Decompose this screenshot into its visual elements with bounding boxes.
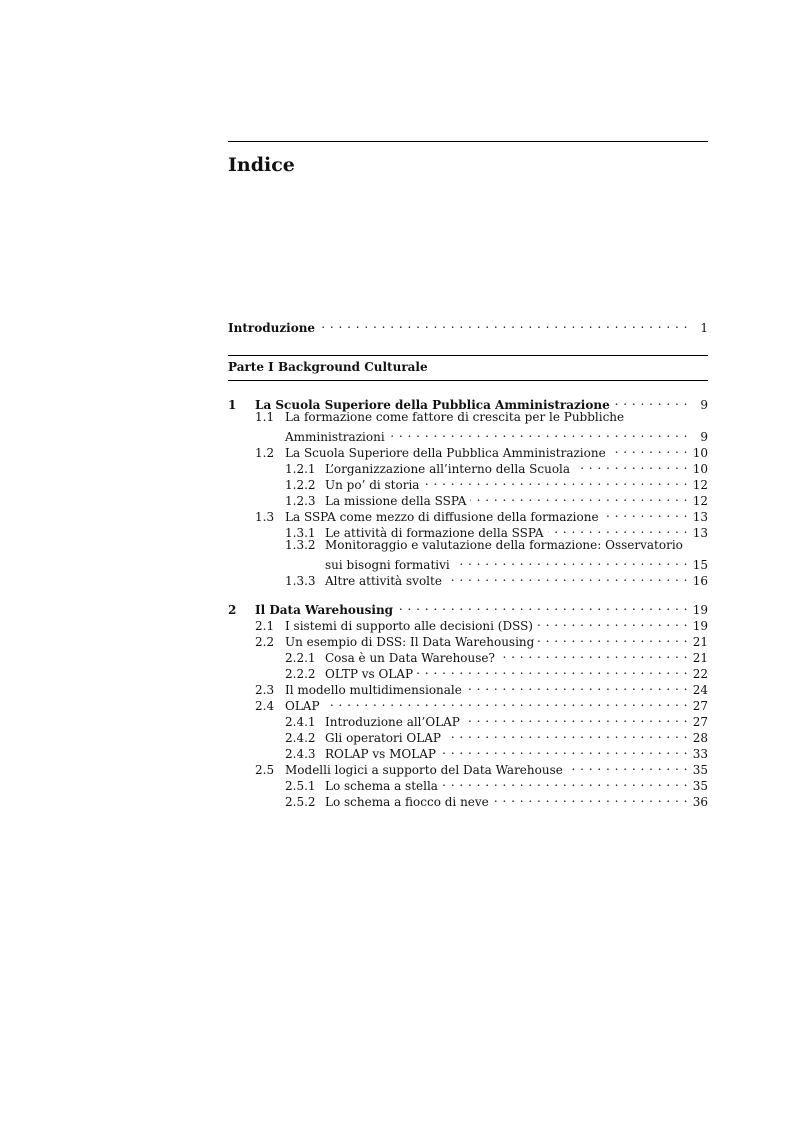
toc-subsection-2-4-1[interactable]	[228, 710, 708, 729]
toc-section-2-2[interactable]	[228, 630, 708, 649]
toc-section-1-2[interactable]	[228, 441, 708, 460]
leader-dots	[440, 742, 688, 758]
part-rule-bottom	[228, 380, 708, 381]
toc-entry-page: 24	[692, 683, 708, 697]
toc-entry-number: 1.3.1	[285, 526, 316, 540]
toc-entry-title: La missione della SSPA	[325, 494, 467, 508]
leader-dots	[493, 790, 688, 806]
toc-entry-number: 2.3	[255, 683, 275, 697]
leader-dots	[446, 569, 688, 585]
top-rule	[228, 141, 708, 142]
toc-entry-title: La formazione come fattore di crescita per le Pubbliche	[285, 410, 625, 424]
toc-entry-page: 1	[700, 321, 708, 335]
toc-entry-title-cont: Amministrazioni	[285, 430, 385, 444]
leader-dots	[470, 489, 688, 505]
toc-entry-title: Introduzione all’OLAP	[325, 715, 460, 729]
toc-entry-page: 21	[692, 651, 708, 665]
toc-entry-title: OLTP vs OLAP	[325, 667, 414, 681]
toc-entry-number: 1.2	[255, 446, 275, 460]
toc-entry-title: La Scuola Superiore della Pubblica Amministrazione	[285, 446, 606, 460]
toc-entry-page: 36	[692, 795, 708, 809]
toc-entry-number: 1.2.3	[285, 494, 316, 508]
toc-entry-number: 2.2.1	[285, 651, 316, 665]
toc-subsection-2-5-1[interactable]	[228, 774, 708, 793]
toc-entry-title: L’organizzazione all’interno della Scuola	[325, 462, 571, 476]
leader-dots	[319, 316, 688, 332]
toc-chapter-2[interactable]	[228, 598, 708, 617]
toc-section-2-5[interactable]	[228, 758, 708, 777]
toc-entry-title-cont: sui bisogni formativi	[325, 558, 450, 572]
toc-entry-page: 28	[692, 731, 708, 745]
toc-entry-page: 13	[692, 510, 708, 524]
toc-entry-number: 2.5	[255, 763, 275, 777]
toc-section-1-1[interactable]	[228, 409, 708, 425]
toc-subsection-1-2-1[interactable]	[228, 457, 708, 476]
leader-dots	[603, 505, 688, 521]
toc-entry-number: 2.2.2	[285, 667, 316, 681]
leader-dots	[548, 521, 688, 537]
toc-subsection-1-3-1[interactable]	[228, 521, 708, 540]
leader-dots	[610, 441, 688, 457]
toc-entry-number: 2.1	[255, 619, 275, 633]
part-rule-top	[228, 355, 708, 356]
toc-entry-title: Modelli logici a supporto del Data Warehouse	[285, 763, 563, 777]
page-title: Indice	[228, 154, 295, 176]
toc-entry-page: 19	[692, 603, 708, 617]
toc-entry-page: 16	[692, 574, 708, 588]
toc-entry-title: Monitoraggio e valutazione della formazione: Osservatorio	[325, 538, 683, 552]
toc-entry-page: 15	[692, 558, 708, 572]
toc-entry-title: Introduzione	[228, 321, 316, 335]
toc-subsection-2-2-1[interactable]	[228, 646, 708, 665]
toc-entry-page: 12	[692, 478, 708, 492]
toc-entry-number: 1.2.1	[285, 462, 316, 476]
leader-dots	[389, 425, 688, 441]
toc-entry-page: 35	[692, 779, 708, 793]
toc-entry-title: La SSPA come mezzo di diffusione della formazione	[285, 510, 599, 524]
leader-dots	[574, 457, 688, 473]
toc-entry-number: 1.3.3	[285, 574, 316, 588]
leader-dots	[614, 393, 688, 409]
toc-subsection-1-3-2[interactable]	[228, 537, 708, 553]
toc-entry-title: Le attività di formazione della SSPA	[325, 526, 544, 540]
toc-entry-number: 2.4.3	[285, 747, 316, 761]
toc-entry-title: Cosa è un Data Warehouse?	[325, 651, 495, 665]
toc-entry-page: 21	[692, 635, 708, 649]
toc-entry-page: 9	[700, 430, 708, 444]
toc-entry-number: 2.4.1	[285, 715, 316, 729]
toc-subsection-1-2-3[interactable]	[228, 489, 708, 508]
toc-entry-title: OLAP	[285, 699, 320, 713]
toc-entry-page: 9	[700, 398, 708, 412]
toc-entry-page: 35	[692, 763, 708, 777]
toc-entry-intro[interactable]	[228, 316, 708, 335]
part-label: Parte I Background Culturale	[228, 360, 428, 374]
leader-dots	[464, 710, 688, 726]
toc-entry-title: Il Data Warehousing	[255, 603, 394, 617]
toc-entry-page: 22	[692, 667, 708, 681]
leader-dots	[423, 473, 688, 489]
toc-entry-title: Gli operatori OLAP	[325, 731, 441, 745]
toc-section-2-1[interactable]	[228, 614, 708, 633]
toc-entry-page: 19	[692, 619, 708, 633]
toc-entry-title: Lo schema a fiocco di neve	[325, 795, 489, 809]
toc-entry-title: La Scuola Superiore della Pubblica Amministrazione	[255, 398, 610, 412]
toc-subsection-2-4-2[interactable]	[228, 726, 708, 745]
toc-entry-title: Lo schema a stella	[325, 779, 438, 793]
toc-entry-number: 1.1	[255, 410, 275, 424]
toc-section-2-3[interactable]	[228, 678, 708, 697]
toc-subsection-2-2-2[interactable]	[228, 662, 708, 681]
toc-entry-page: 27	[692, 715, 708, 729]
leader-dots	[499, 646, 688, 662]
toc-entry-number: 2.5.1	[285, 779, 316, 793]
leader-dots	[466, 678, 688, 694]
leader-dots	[538, 630, 688, 646]
toc-entry-title: Un esempio di DSS: Il Data Warehousing	[285, 635, 535, 649]
leader-dots	[567, 758, 688, 774]
toc-entry-page: 10	[692, 446, 708, 460]
toc-subsection-1-3-3[interactable]	[228, 569, 708, 588]
leader-dots	[397, 598, 688, 614]
leader-dots	[442, 774, 688, 790]
toc-entry-number: 1.3	[255, 510, 275, 524]
toc-entry-title: I sistemi di supporto alle decisioni (DSS)	[285, 619, 533, 633]
toc-entry-number: 1.3.2	[285, 538, 316, 552]
toc-entry-number: 2.5.2	[285, 795, 316, 809]
leader-dots	[445, 726, 688, 742]
toc-entry-number: 2.4.2	[285, 731, 316, 745]
toc-entry-title: ROLAP vs MOLAP	[325, 747, 436, 761]
toc-entry-title: Il modello multidimensionale	[285, 683, 462, 697]
toc-entry-page: 27	[692, 699, 708, 713]
leader-dots	[537, 614, 688, 630]
toc-entry-page: 13	[692, 526, 708, 540]
toc-subsection-1-3-2-cont[interactable]	[228, 553, 708, 572]
leader-dots	[324, 694, 688, 710]
toc-entry-number: 2.2	[255, 635, 275, 649]
toc-entry-number: 1.2.2	[285, 478, 316, 492]
leader-dots	[454, 553, 688, 569]
toc-entry-title: Un po’ di storia	[325, 478, 420, 492]
toc-entry-number: 2	[228, 603, 237, 617]
toc-entry-title: Altre attività svolte	[325, 574, 442, 588]
toc-entry-number: 1	[228, 398, 237, 412]
toc-subsection-2-4-3[interactable]	[228, 742, 708, 761]
toc-section-2-4[interactable]	[228, 694, 708, 713]
toc-entry-number: 2.4	[255, 699, 275, 713]
toc-chapter-1[interactable]	[228, 393, 708, 412]
leader-dots	[417, 662, 688, 678]
toc-section-1-1-cont[interactable]	[228, 425, 708, 444]
toc-subsection-1-2-2[interactable]	[228, 473, 708, 492]
part-heading	[228, 359, 708, 375]
toc-section-1-3[interactable]	[228, 505, 708, 524]
toc-entry-page: 33	[692, 747, 708, 761]
toc-entry-page: 12	[692, 494, 708, 508]
toc-entry-page: 10	[692, 462, 708, 476]
toc-subsection-2-5-2[interactable]	[228, 790, 708, 809]
